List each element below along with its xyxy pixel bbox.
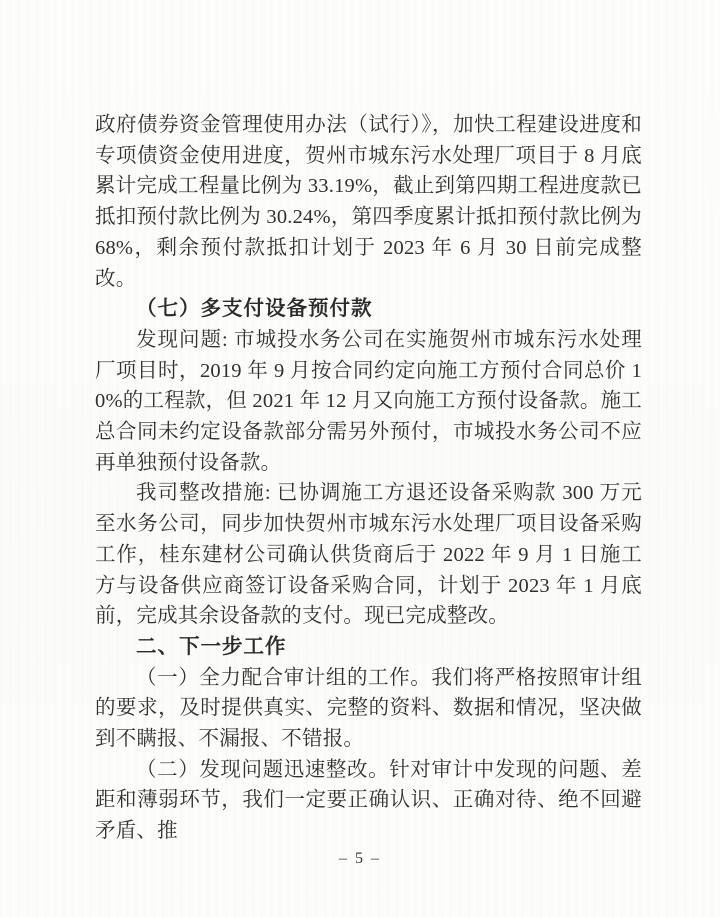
- section-heading-7-equipment-prepayment: （七）多支付设备预付款: [136, 297, 373, 321]
- page-number: – 5 –: [339, 850, 381, 867]
- section-heading-next-steps: 二、下一步工作: [136, 634, 287, 658]
- paragraph-step-1-cooperate-audit: （一）全力配合审计组的工作。我们将严格按照审计组的要求，及时提供真实、完整的资料、数据和情况，坚决做到不瞒报、不漏报、不错报。: [95, 666, 642, 751]
- document-body: [95, 110, 642, 847]
- paragraph-step-2-rectify-problems: （二）发现问题迅速整改。针对审计中发现的问题、差距和薄弱环节，我们一定要正确认识、正确对待、绝不回避矛盾、推: [95, 758, 642, 843]
- paragraph-rectification-measures: 我司整改措施: 已协调施工方退还设备采购款 300 万元至水务公司，同步加快贺州市城东污水处理厂项目设备采购工作，桂东建材公司确认供货商后于 2022 年 9 月 1 日施工方与设备供应商签订设备采购合同，计划于 2023 年 1 月底前，完成其余设备款的支付。现已完成整改。: [95, 482, 642, 628]
- paragraph-continuation-debt-funds: 政府债券资金管理使用办法（试行）》，加快工程建设进度和专项债资金使用进度，贺州市城东污水处理厂项目于 8 月底累计完成工程量比例为 33.19%，截止到第四期工程进度款已抵扣预付款比例为 30.24%，第四季度累计抵扣预付款比例为 68%，剩余预付款抵扣计划于 2023 年 6 月 30 日前完成整改。: [95, 114, 642, 290]
- paragraph-problem-found: 发现问题: 市城投水务公司在实施贺州市城东污水处理厂项目时，2019 年 9 月按合同约定向施工方预付合同总价 10%的工程款，但 2021 年 12 月又向施工方预付设备款。施工总合同未约定设备款部分需另外预付，市城投水务公司不应再单独预付设备款。: [95, 328, 642, 474]
